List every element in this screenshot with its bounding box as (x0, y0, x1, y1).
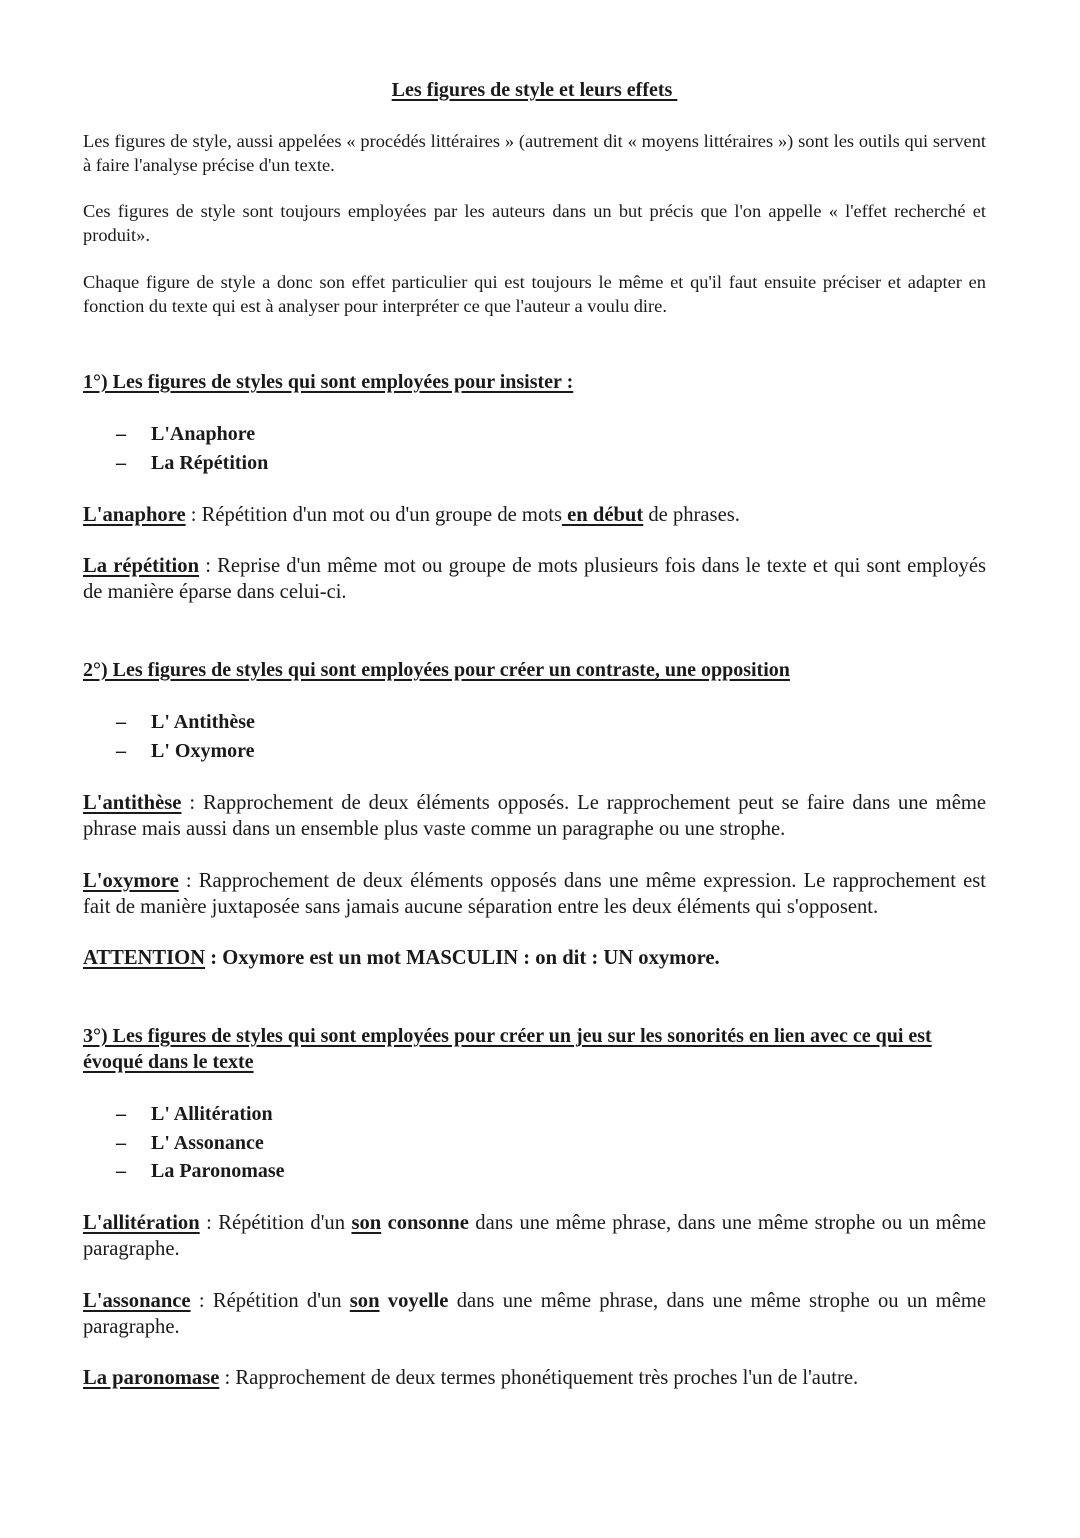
definition-paronomase: La paronomase : Rapprochement de deux termes phonétiquement très proches l'un de l'autre. (83, 1367, 859, 1389)
section-3-heading: 3°) Les figures de styles qui sont employées pour créer un jeu sur les sonorités en lien avec ce qui est évoqué dans le texte (83, 1025, 932, 1073)
list-item: – L' Antithèse (116, 711, 255, 733)
definition-antithese: L'antithèse : Rapprochement de deux éléments opposés. Le rapprochement peut se faire dans une même phrase mais aussi dans un ensemble plus vaste comme un paragraphe ou une strophe. (83, 792, 986, 840)
intro-paragraph-1: Les figures de style, aussi appelées « procédés littéraires » (autrement dit « moyens littéraires ») sont les outils qui servent à faire l'analyse précise d'un texte. (83, 131, 986, 175)
intro-paragraph-3: Chaque figure de style a donc son effet particulier qui est toujours le même et qu'il faut ensuite préciser et adapter en fonction du texte qui est à analyser pour interpréter ce que l'auteur a voulu dire. (83, 272, 986, 316)
intro-paragraph-2: Ces figures de style sont toujours employées par les auteurs dans un but précis que l'on appelle « l'effet recherché et produit». (83, 201, 986, 245)
term-anaphore: L'anaphore (83, 504, 186, 526)
section-3-list (116, 1100, 285, 1186)
attention-note: ATTENTION : Oxymore est un mot MASCULIN : on dit : UN oxymore. (83, 947, 720, 969)
definition-oxymore: L'oxymore : Rapprochement de deux éléments opposés dans une même expression. Le rapprochement est fait de manière juxtaposée sans jamais aucune séparation entre les deux éléments qui s'opposent. (83, 870, 986, 918)
section-2-list (116, 708, 255, 765)
definition-repetition: La répétition : Reprise d'un même mot ou groupe de mots plusieurs fois dans le texte et qui sont employés de manière éparse dans celui-ci. (83, 555, 986, 603)
attention-label: ATTENTION (83, 947, 206, 969)
definition-anaphore: L'anaphore : Répétition d'un mot ou d'un groupe de mots en début de phrases. (83, 504, 740, 526)
term-oxymore: L'oxymore (83, 870, 179, 892)
emphasis-son: son (351, 1212, 382, 1234)
section-1-list (116, 420, 268, 477)
list-item: – L'Anaphore (116, 423, 256, 445)
page-title: Les figures de style et leurs effets (391, 79, 678, 101)
list-item: – L' Assonance (116, 1131, 264, 1154)
term-paronomase: La paronomase (83, 1367, 220, 1389)
term-antithese: L'antithèse (83, 792, 182, 814)
section-1-heading: 1°) Les figures de styles qui sont employées pour insister : (83, 371, 574, 393)
list-item: – L' Allitération (116, 1103, 273, 1125)
list-item: – La Répétition (116, 451, 269, 474)
definition-assonance: L'assonance : Répétition d'un son voyelle dans une même phrase, dans une même strophe ou un même paragraphe. (83, 1290, 986, 1338)
definition-alliteration: L'allitération : Répétition d'un son consonne dans une même phrase, dans une même strophe ou un même paragraphe. (83, 1212, 986, 1260)
list-item: – La Paronomase (116, 1160, 285, 1182)
section-2-heading: 2°) Les figures de styles qui sont employées pour créer un contraste, une opposition (83, 659, 790, 681)
term-alliteration: L'allitération (83, 1212, 200, 1234)
emphasis-en-debut: en début (561, 504, 644, 526)
term-assonance: L'assonance (83, 1290, 191, 1312)
emphasis-son: son (349, 1290, 380, 1312)
term-repetition: La répétition (83, 555, 200, 577)
list-item: – L' Oxymore (116, 739, 255, 762)
